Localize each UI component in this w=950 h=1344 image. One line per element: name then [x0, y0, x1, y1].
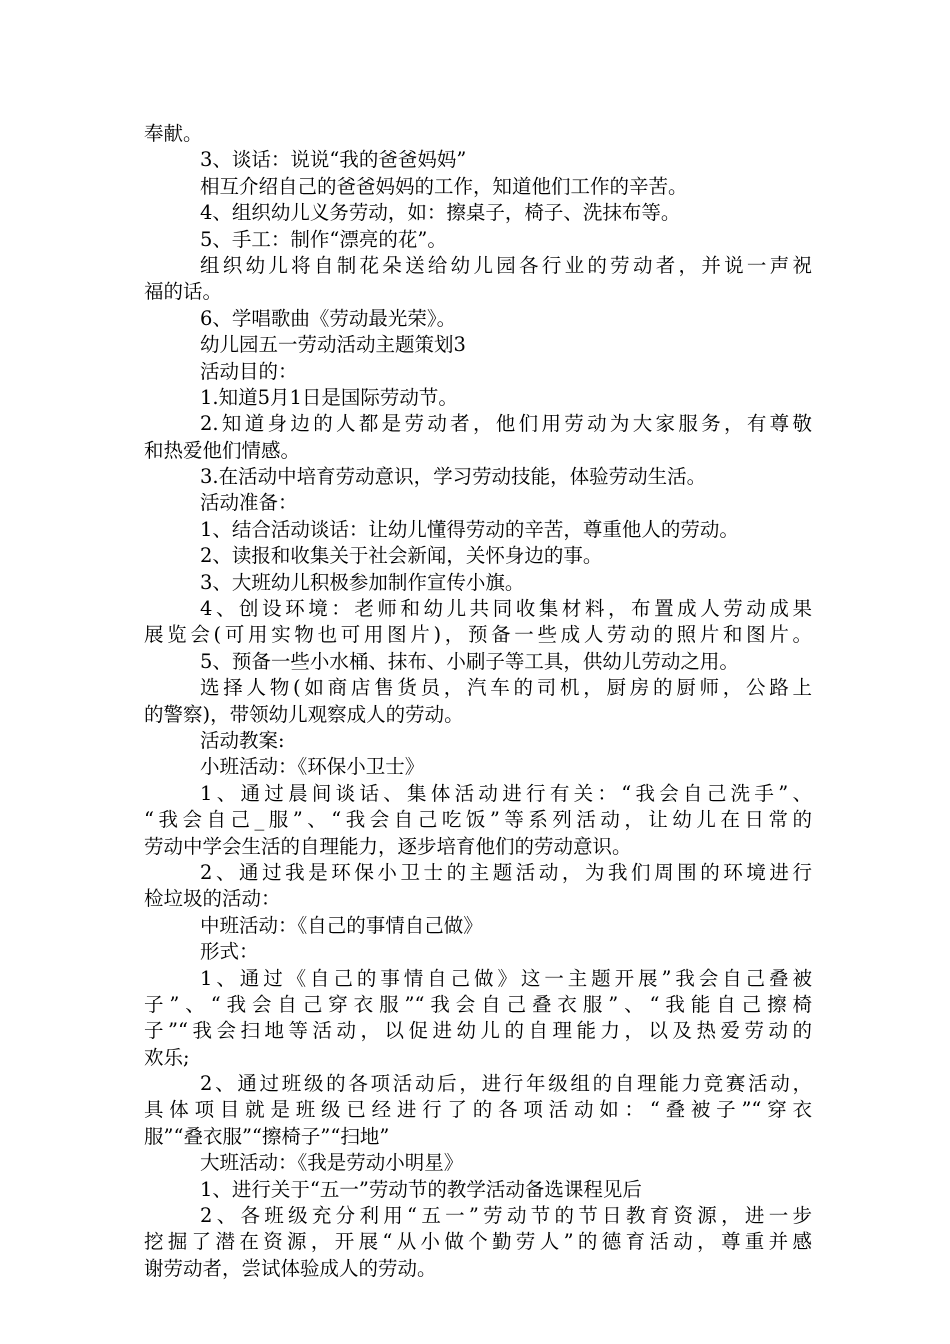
paragraph-line: 活动教案: — [200, 728, 285, 752]
paragraph-line: 2、通过班级的各项活动后，进行年级组的自理能力竞赛活动， — [200, 1072, 812, 1096]
paragraph-line: 服”“叠衣服”“擦椅子”“扫地” — [144, 1124, 390, 1148]
paragraph-line: 的警察)，带领幼儿观察成人的劳动。 — [144, 702, 464, 726]
paragraph-line: 劳动中学会生活的自理能力，逐步培育他们的劳动意识。 — [144, 834, 632, 858]
paragraph-line: “我会自己_服”、“我会自己吃饭”等系列活动，让幼儿在日常的 — [144, 808, 812, 832]
paragraph-line: 1、通过晨间谈话、集体活动进行有关：“我会自己洗手”、 — [200, 781, 812, 805]
paragraph-line: 2、各班级充分利用“五一”劳动节的节日教育资源，进一步 — [200, 1204, 812, 1228]
paragraph-line: 5、手工：制作“漂亮的花”。 — [200, 227, 447, 251]
paragraph-line: 4、创设环境：老师和幼儿共同收集材料，布置成人劳动成果 — [200, 597, 812, 621]
paragraph-line: 子”、“我会自己穿衣服”“我会自己叠衣服”、“我能自己擦椅 — [144, 992, 812, 1016]
paragraph-line: 1.知道5月1日是国际劳动节。 — [200, 385, 458, 409]
paragraph-line: 1、通过《自己的事情自己做》这一主题开展”我会自己叠被 — [200, 966, 812, 990]
paragraph-line: 2.知道身边的人都是劳动者，他们用劳动为大家服务，有尊敬 — [200, 412, 812, 436]
paragraph-line: 奉献。 — [144, 122, 203, 145]
paragraph-line: 福的话。 — [144, 280, 223, 304]
document-body — [144, 121, 812, 1282]
paragraph-line: 大班活动：《我是劳动小明星》 — [200, 1151, 464, 1175]
paragraph-line: 展览会(可用实物也可用图片)，预备一些成人劳动的照片和图片。 — [144, 623, 812, 647]
paragraph-line: 3、谈话：说说“我的爸爸妈妈” — [200, 148, 467, 172]
paragraph-line: 2、通过我是环保小卫士的主题活动，为我们周围的环境进行 — [200, 860, 812, 884]
paragraph-line: 2、读报和收集关于社会新闻，关怀身边的事。 — [200, 544, 603, 568]
paragraph-line: 检垃圾的活动： — [144, 887, 281, 911]
paragraph-line: 1、进行关于“五一”劳动节的教学活动备选课程见后 — [200, 1177, 642, 1201]
paragraph-line: 5、预备一些小水桶、抹布、小刷子等工具，供幼儿劳动之用。 — [200, 649, 739, 673]
paragraph-line: 形式： — [200, 940, 259, 964]
paragraph-line: 中班活动：《自己的事情自己做》 — [200, 913, 483, 937]
paragraph-line: 挖掘了潜在资源，开展“从小做个勤劳人”的德育活动，尊重并感 — [144, 1230, 812, 1254]
paragraph-line: 小班活动：《环保小卫士》 — [200, 755, 425, 779]
paragraph-line: 4、组织幼儿义务劳动，如：擦桌子，椅子、洗抹布等。 — [200, 201, 681, 225]
paragraph-line: 子”“我会扫地等活动，以促进幼儿的自理能力，以及热爱劳动的 — [144, 1019, 812, 1043]
paragraph-line: 谢劳动者，尝试体验成人的劳动。 — [144, 1256, 437, 1280]
paragraph-line: 3.在活动中培育劳动意识，学习劳动技能，体验劳动生活。 — [200, 465, 707, 489]
paragraph-line: 欢乐; — [144, 1045, 190, 1069]
paragraph-line: 选择人物(如商店售货员，汽车的司机，厨房的厨师，公路上 — [200, 676, 812, 700]
paragraph-line: 幼儿园五一劳动活动主题策划3 — [200, 333, 466, 357]
paragraph-line: 1、结合活动谈话：让幼儿懂得劳动的辛苦，尊重他人的劳动。 — [200, 517, 739, 541]
paragraph-line: 相互介绍自己的爸爸妈妈的工作，知道他们工作的辛苦。 — [200, 174, 688, 198]
paragraph-line: 和热爱他们情感。 — [144, 438, 301, 462]
paragraph-line: 3、大班幼儿积极参加制作宣传小旗。 — [200, 570, 525, 594]
paragraph-line: 活动准备： — [200, 491, 298, 515]
paragraph-line: 具体项目就是班级已经进行了的各项活动如：“叠被子”“穿衣 — [144, 1098, 812, 1122]
paragraph-line: 活动目的： — [200, 359, 298, 383]
paragraph-line: 组织幼儿将自制花朵送给幼儿园各行业的劳动者，并说一声祝 — [200, 253, 812, 277]
paragraph-line: 6、学唱歌曲《劳动最光荣》。 — [200, 306, 457, 330]
